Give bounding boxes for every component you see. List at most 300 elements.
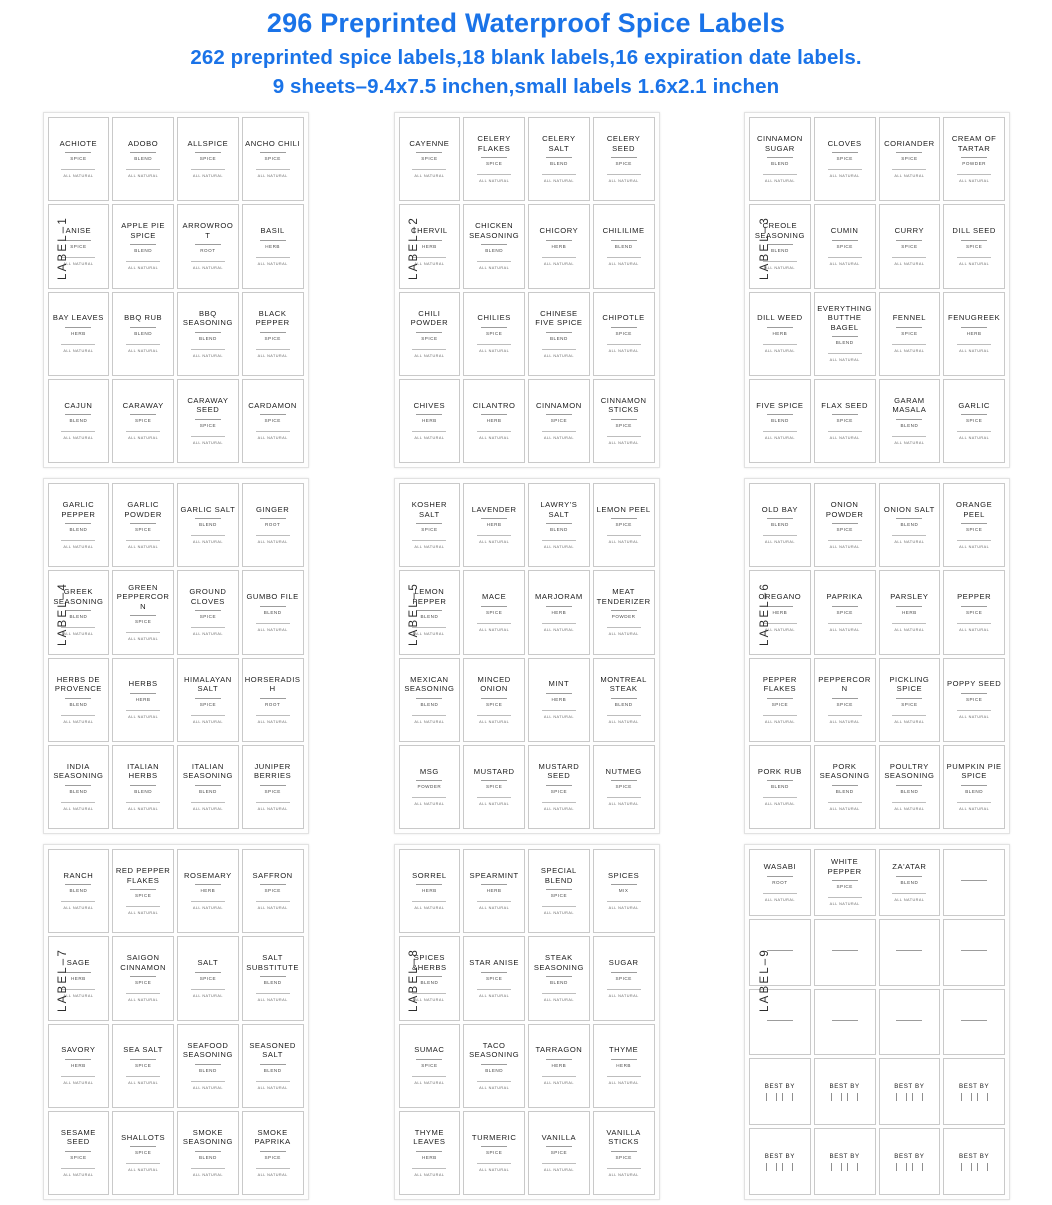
divider: [191, 436, 225, 437]
spice-label-name: CREOLE SEASONING: [754, 221, 805, 240]
divider: [195, 518, 221, 519]
divider: [607, 174, 641, 175]
divider: [542, 257, 576, 258]
spice-label-name: GARLIC SALT: [180, 504, 236, 514]
spice-label-natural-text: ALL NATURAL: [764, 802, 795, 807]
divider: [477, 344, 511, 345]
spice-label: [593, 483, 655, 567]
spice-label: [112, 117, 174, 201]
spice-label-natural-text: ALL NATURAL: [192, 266, 223, 271]
spice-label-natural-text: ALL NATURAL: [192, 174, 223, 179]
spice-label-natural-text: ALL NATURAL: [257, 436, 288, 441]
spice-label-name: CAJUN: [64, 400, 93, 410]
spice-label: [943, 292, 1005, 376]
spice-label-category: HERB: [200, 888, 216, 894]
spice-label-name: MEXICAN SEASONING: [404, 674, 455, 694]
spice-label: [943, 117, 1005, 201]
divider: [61, 1168, 95, 1169]
spice-label: [463, 117, 525, 201]
spice-label-name: RANCH: [63, 870, 94, 880]
spice-label-natural-text: ALL NATURAL: [764, 540, 795, 545]
spice-label-category: SPICE: [901, 330, 918, 336]
spice-label-category: SPICE: [836, 527, 853, 533]
spice-label-name: CHILIES: [477, 313, 511, 323]
best-by-date-slot: [847, 1163, 858, 1171]
divider: [763, 431, 797, 432]
divider: [767, 876, 793, 877]
spice-label: [112, 483, 174, 567]
label-sheet: [351, 844, 702, 1205]
spice-label: [177, 570, 239, 654]
spice-label-category: BLEND: [69, 418, 88, 424]
spice-label: [399, 117, 461, 201]
spice-label-name: ACHIOTE: [59, 138, 98, 148]
spice-label: [177, 117, 239, 201]
spice-label-natural-text: ALL NATURAL: [63, 436, 94, 441]
spice-label-category: SPICE: [901, 243, 918, 249]
divider: [477, 901, 511, 902]
best-by-date-slots: [831, 1163, 858, 1171]
divider: [767, 327, 793, 328]
spice-label-category: SPICE: [615, 330, 632, 336]
sheet-label-grid: [744, 844, 1010, 1200]
spice-label-category: SPICE: [836, 609, 853, 615]
spice-label-category: SPICE: [615, 422, 632, 428]
best-by-text: BEST BY: [764, 1082, 795, 1090]
spice-label: [48, 745, 110, 829]
spice-label: [399, 745, 461, 829]
divider: [416, 976, 442, 977]
spice-label: [463, 1024, 525, 1108]
spice-label-name: CHERVIL: [411, 226, 448, 236]
sheet-side-label: LABEL–4: [57, 582, 69, 646]
spice-label: [814, 658, 876, 742]
spice-label: [242, 1111, 304, 1195]
spice-label-name: PORK RUB: [757, 766, 802, 776]
spice-label-natural-text: ALL NATURAL: [829, 719, 860, 724]
spice-label-name: ANCHO CHILI: [245, 138, 301, 148]
spice-label: [528, 204, 590, 288]
spice-label: [749, 745, 811, 829]
divider: [546, 1146, 572, 1147]
spice-label-name: MONTREAL STEAK: [600, 674, 647, 694]
spice-label: [242, 379, 304, 463]
best-by-label: [943, 1058, 1005, 1125]
spice-label-category: BLEND: [900, 879, 919, 885]
label-sheet: [702, 478, 1052, 844]
divider: [546, 785, 572, 786]
spice-label: [177, 658, 239, 742]
spice-label-natural-text: ALL NATURAL: [543, 714, 574, 719]
spice-label-natural-text: ALL NATURAL: [479, 348, 510, 353]
spice-label-category: HERB: [421, 418, 437, 424]
divider: [832, 152, 858, 153]
spice-label-category: BLEND: [549, 161, 568, 167]
divider: [892, 344, 926, 345]
spice-label-natural-text: ALL NATURAL: [63, 632, 94, 637]
spice-label: [399, 1024, 461, 1108]
spice-label: [593, 936, 655, 1020]
spice-label-name: THYME LEAVES: [413, 1127, 446, 1147]
spice-label-natural-text: ALL NATURAL: [543, 436, 574, 441]
divider: [832, 240, 858, 241]
spice-label-category: SPICE: [134, 618, 152, 624]
divider: [546, 157, 572, 158]
divider: [191, 715, 225, 716]
divider: [961, 523, 987, 524]
spice-label-name: BAY LEAVES: [52, 313, 104, 323]
spice-label-category: BLEND: [198, 788, 217, 794]
spice-label-category: BLEND: [134, 330, 153, 336]
best-by-date-slots: [766, 1163, 793, 1171]
label-sheet: [351, 112, 702, 478]
spice-label-natural-text: ALL NATURAL: [128, 714, 159, 719]
spice-label-natural-text: ALL NATURAL: [128, 636, 159, 641]
spice-label: [463, 292, 525, 376]
spice-label: [593, 658, 655, 742]
divider: [61, 1076, 95, 1077]
spice-label: [814, 379, 876, 463]
spice-label-name: SAVORY: [61, 1045, 96, 1055]
spice-label-name: MARJORAM: [534, 592, 583, 602]
spice-label-natural-text: ALL NATURAL: [764, 348, 795, 353]
spice-label: [112, 658, 174, 742]
divider: [481, 698, 507, 699]
spice-label-name: MINT: [548, 679, 570, 689]
best-by-label: [749, 1128, 811, 1195]
spice-label-name: HERBS: [128, 679, 158, 689]
spice-label-natural-text: ALL NATURAL: [479, 719, 510, 724]
sheet-label-grid: [744, 478, 1010, 834]
divider: [256, 431, 290, 432]
spice-label: [242, 936, 304, 1020]
spice-label: [242, 849, 304, 933]
divider: [416, 780, 442, 781]
best-by-date-slot: [831, 1093, 842, 1101]
spice-label-name: SALT: [197, 958, 219, 968]
blank-label: [943, 989, 1005, 1056]
spice-label-category: ROOT: [264, 701, 281, 707]
divider: [611, 419, 637, 420]
spice-label-name: PEPPER FLAKES: [762, 674, 797, 694]
spice-label-natural-text: ALL NATURAL: [192, 1172, 223, 1177]
spice-label-category: BLEND: [549, 335, 568, 341]
divider: [481, 1064, 507, 1065]
divider: [607, 1168, 641, 1169]
spice-label-name: GREEN PEPPERCORN: [116, 582, 170, 611]
divider: [546, 889, 572, 890]
divider: [416, 240, 442, 241]
divider: [611, 518, 637, 519]
divider: [896, 518, 922, 519]
spice-label-name: HIMALAYAN SALT: [184, 674, 232, 694]
spice-label-category: SPICE: [836, 243, 853, 249]
best-by-text: BEST BY: [829, 1152, 860, 1160]
spice-label-category: BLEND: [69, 888, 88, 894]
blank-label: [879, 989, 941, 1056]
divider: [961, 785, 987, 786]
spice-label-category: SPICE: [134, 1062, 152, 1068]
spice-label: [814, 570, 876, 654]
spice-label-natural-text: ALL NATURAL: [543, 627, 574, 632]
spice-label-natural-text: ALL NATURAL: [764, 266, 795, 271]
divider: [832, 880, 858, 881]
spice-label-category: BLEND: [770, 784, 789, 790]
sheet-label-grid: [43, 112, 309, 468]
divider: [828, 623, 862, 624]
spice-label-category: SPICE: [615, 1154, 632, 1160]
spice-label: [528, 1024, 590, 1108]
spice-label-name: CURRY: [894, 226, 925, 236]
spice-label-name: CHIPOTLE: [602, 313, 645, 323]
best-by-date-slot: [831, 1163, 842, 1171]
divider: [832, 414, 858, 415]
spice-label-natural-text: ALL NATURAL: [128, 436, 159, 441]
best-by-label: [749, 1058, 811, 1125]
divider: [892, 802, 926, 803]
divider: [416, 884, 442, 885]
spice-label-natural-text: ALL NATURAL: [63, 348, 94, 353]
spice-label-natural-text: ALL NATURAL: [829, 545, 860, 550]
divider: [126, 710, 160, 711]
divider: [412, 349, 446, 350]
spice-label-name: ONION POWDER: [825, 500, 864, 519]
spice-label-name: CHILILIME: [602, 226, 645, 236]
sheet-label-grid: [43, 844, 309, 1200]
divider: [481, 518, 507, 519]
spice-label-natural-text: ALL NATURAL: [192, 353, 223, 358]
divider: [195, 698, 221, 699]
spice-label-name: DILL SEED: [952, 226, 996, 236]
spice-label: [399, 849, 461, 933]
spice-label-natural-text: ALL NATURAL: [414, 998, 445, 1003]
best-by-date-slot: [766, 1093, 777, 1101]
best-by-date-slot: [766, 1163, 777, 1171]
best-by-text: BEST BY: [959, 1152, 990, 1160]
divider: [130, 976, 156, 977]
divider: [542, 710, 576, 711]
spice-label-natural-text: ALL NATURAL: [608, 719, 639, 724]
spice-label-name: SPICES &HERBS: [412, 953, 447, 972]
spice-label-natural-text: ALL NATURAL: [192, 806, 223, 811]
spice-label-category: HERB: [70, 330, 86, 336]
spice-label-category: SPICE: [485, 701, 503, 707]
divider: [256, 169, 290, 170]
spice-label-name: SUGAR: [608, 958, 639, 968]
divider: [828, 169, 862, 170]
spice-label-natural-text: ALL NATURAL: [894, 897, 925, 902]
spice-label-category: HERB: [486, 418, 502, 424]
spice-label-category: SPICE: [965, 696, 983, 702]
divider: [416, 152, 442, 153]
label-sheet: [0, 844, 351, 1205]
divider: [477, 261, 511, 262]
spice-label-category: SPICE: [199, 975, 217, 981]
divider: [896, 698, 922, 699]
spice-label: [943, 483, 1005, 567]
spice-label-name: MUSTARD: [473, 766, 515, 776]
divider: [611, 698, 637, 699]
spice-label-category: BLEND: [198, 1154, 217, 1160]
spice-label-natural-text: ALL NATURAL: [257, 719, 288, 724]
spice-label-natural-text: ALL NATURAL: [128, 266, 159, 271]
divider: [130, 889, 156, 890]
best-by-date-slots: [961, 1093, 988, 1101]
blank-label: [814, 989, 876, 1056]
divider: [607, 627, 641, 628]
divider: [65, 414, 91, 415]
spice-label-category: BLEND: [69, 701, 88, 707]
spice-label-category: SPICE: [264, 1154, 281, 1160]
spice-label-name: WHITE PEPPER: [827, 857, 862, 876]
spice-label: [463, 379, 525, 463]
spice-label-name: ANISE: [65, 226, 92, 236]
spice-label: [814, 849, 876, 916]
spice-label-natural-text: ALL NATURAL: [764, 719, 795, 724]
spice-label: [112, 936, 174, 1020]
divider: [130, 615, 156, 616]
write-line: [961, 880, 987, 881]
divider: [195, 1151, 221, 1152]
divider: [195, 332, 221, 333]
divider: [477, 535, 511, 536]
spice-label: [749, 658, 811, 742]
divider: [412, 797, 446, 798]
spice-label-name: CELERY SEED: [606, 134, 641, 153]
spice-label: [814, 117, 876, 201]
divider: [191, 901, 225, 902]
spice-label: [242, 483, 304, 567]
write-line: [896, 950, 922, 951]
spice-label-name: CILANTRO: [472, 400, 516, 410]
spice-label-category: SPICE: [134, 980, 152, 986]
spice-label-name: GARLIC: [958, 400, 990, 410]
divider: [412, 169, 446, 170]
spice-label-name: LAWRY'S SALT: [540, 500, 578, 519]
divider: [126, 906, 160, 907]
spice-label-name: RED PEPPER FLAKES: [115, 866, 171, 885]
divider: [195, 152, 221, 153]
spice-label-natural-text: ALL NATURAL: [608, 993, 639, 998]
divider: [260, 976, 286, 977]
best-by-date-slot: [782, 1163, 793, 1171]
divider: [481, 972, 507, 973]
spice-label-category: SPICE: [485, 784, 503, 790]
divider: [611, 972, 637, 973]
spice-label-name: MACE: [482, 592, 507, 602]
spice-label-natural-text: ALL NATURAL: [128, 1080, 159, 1085]
spice-label-name: ADOBO: [128, 138, 159, 148]
spice-label: [943, 745, 1005, 829]
best-by-date-slot: [782, 1093, 793, 1101]
spice-label-category: SPICE: [134, 527, 152, 533]
divider: [191, 989, 225, 990]
spice-label-category: BLEND: [420, 614, 439, 620]
spice-label-category: SPICE: [134, 1150, 152, 1156]
divider: [542, 1163, 576, 1164]
divider: [957, 257, 991, 258]
spice-label-natural-text: ALL NATURAL: [257, 174, 288, 179]
write-line: [961, 1020, 987, 1021]
spice-label-natural-text: ALL NATURAL: [128, 348, 159, 353]
spice-label-category: BLEND: [198, 522, 217, 528]
spice-label-natural-text: ALL NATURAL: [128, 998, 159, 1003]
spice-label: [463, 849, 525, 933]
divider: [126, 1163, 160, 1164]
spice-label-natural-text: ALL NATURAL: [257, 1172, 288, 1177]
spice-label-natural-text: ALL NATURAL: [829, 358, 860, 363]
spice-label-category: BLEND: [900, 422, 919, 428]
spice-label-natural-text: ALL NATURAL: [608, 440, 639, 445]
best-by-date-slots: [831, 1093, 858, 1101]
spice-label-natural-text: ALL NATURAL: [894, 348, 925, 353]
spice-label-name: SAIGON CINNAMON: [120, 953, 166, 972]
spice-label-name: TARRAGON: [535, 1045, 583, 1055]
spice-label-natural-text: ALL NATURAL: [543, 1080, 574, 1085]
spice-label: [48, 658, 110, 742]
divider: [607, 344, 641, 345]
divider: [260, 606, 286, 607]
spice-label: [463, 483, 525, 567]
spice-label: [242, 204, 304, 288]
spice-label-name: TURMERIC: [471, 1132, 517, 1142]
divider: [191, 169, 225, 170]
divider: [481, 1146, 507, 1147]
spice-label-natural-text: ALL NATURAL: [63, 806, 94, 811]
spice-label: [399, 658, 461, 742]
divider: [416, 523, 442, 524]
write-line: [896, 1020, 922, 1021]
spice-label: [879, 483, 941, 567]
spice-label-category: POWDER: [611, 614, 636, 620]
spice-label-category: SPICE: [421, 1062, 438, 1068]
spice-label-category: BLEND: [900, 522, 919, 528]
divider: [961, 240, 987, 241]
spice-label-natural-text: ALL NATURAL: [192, 993, 223, 998]
spice-label-category: HERB: [551, 243, 567, 249]
divider: [542, 906, 576, 907]
spice-label-natural-text: ALL NATURAL: [414, 802, 445, 807]
spice-label-natural-text: ALL NATURAL: [257, 627, 288, 632]
spice-label-natural-text: ALL NATURAL: [414, 261, 445, 266]
spice-label-natural-text: ALL NATURAL: [63, 1172, 94, 1177]
spice-label-name: CAYENNE: [409, 138, 450, 148]
divider: [611, 1151, 637, 1152]
spice-label-name: SPICES: [608, 870, 640, 880]
divider: [546, 414, 572, 415]
spice-label-name: HORSERADISH: [244, 674, 301, 694]
spice-label-name: FENNEL: [892, 313, 926, 323]
spice-label-category: SPICE: [134, 418, 152, 424]
sheet-side-label: LABEL–7: [57, 948, 69, 1012]
spice-label: [112, 1024, 174, 1108]
divider: [195, 244, 221, 245]
spice-label-name: BBQ RUB: [124, 313, 163, 323]
spice-label-category: SPICE: [70, 1154, 87, 1160]
divider: [416, 1151, 442, 1152]
spice-label-natural-text: ALL NATURAL: [128, 806, 159, 811]
page-subtitle-2: 9 sheets–9.4x7.5 inchen,small labels 1.6x2.1 inchen: [272, 75, 780, 98]
spice-label-name: CELERY SALT: [542, 134, 576, 153]
divider: [828, 353, 862, 354]
spice-label: [112, 1111, 174, 1195]
spice-label: [399, 292, 461, 376]
spice-label-name: GARLIC POWDER: [124, 500, 162, 519]
divider: [542, 540, 576, 541]
spice-label-natural-text: ALL NATURAL: [959, 436, 990, 441]
spice-label: [399, 483, 461, 567]
spice-label: [593, 379, 655, 463]
